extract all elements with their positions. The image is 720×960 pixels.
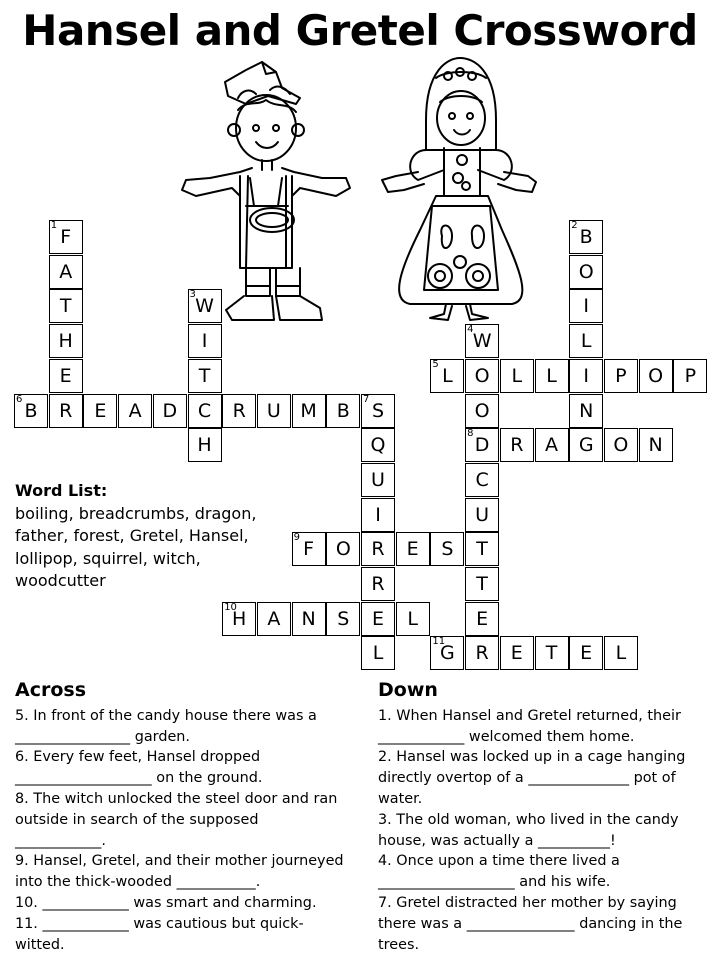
cell-letter: O bbox=[335, 538, 351, 561]
cell-letter: E bbox=[580, 642, 593, 665]
cell-letter: O bbox=[578, 260, 594, 283]
cell-letter: P bbox=[615, 364, 627, 387]
cell-letter: H bbox=[197, 434, 212, 457]
crossword-cell bbox=[604, 636, 638, 670]
cell-letter: M bbox=[300, 399, 317, 422]
crossword-cell bbox=[326, 394, 360, 428]
cell-letter: N bbox=[648, 434, 663, 457]
crossword-cell bbox=[361, 463, 395, 497]
crossword-cell bbox=[535, 636, 569, 670]
crossword-cell bbox=[49, 324, 83, 358]
cell-letter: S bbox=[337, 607, 350, 630]
clue-across-9: 9. Hansel, Gretel, and their mother journeyed into the thick-wooded ___________. bbox=[15, 853, 344, 891]
crossword-cell bbox=[569, 289, 603, 323]
cell-letter: T bbox=[476, 538, 488, 561]
cell-letter: F bbox=[303, 538, 315, 561]
clue-number: 2 bbox=[571, 220, 578, 231]
cell-letter: O bbox=[648, 364, 664, 387]
cell-letter: S bbox=[371, 399, 385, 422]
crossword-cell bbox=[500, 428, 534, 462]
crossword-cell bbox=[569, 324, 603, 358]
crossword-cell bbox=[535, 428, 569, 462]
clue-across-11: 11. ____________ was cautious but quick-witted. bbox=[15, 915, 304, 953]
cell-letter: R bbox=[59, 399, 73, 422]
crossword-cell bbox=[465, 567, 499, 601]
cell-letter: F bbox=[60, 226, 72, 248]
cell-letter: L bbox=[407, 607, 418, 630]
cell-letter: D bbox=[162, 399, 178, 422]
cell-letter: R bbox=[371, 573, 385, 595]
cell-letter: B bbox=[336, 399, 350, 422]
clue-across-10: 10. ____________ was smart and charming. bbox=[15, 894, 317, 911]
crossword-cell bbox=[188, 394, 222, 428]
cell-letter: C bbox=[475, 468, 489, 491]
word-list-words: boiling, breadcrumbs, dragon, father, forest, Gretel, Hansel, lollipop, squirrel, witch, woodcutter bbox=[15, 503, 257, 590]
clue-number: 11 bbox=[432, 636, 446, 648]
cell-letter: N bbox=[301, 607, 316, 630]
crossword-cell bbox=[465, 532, 499, 566]
cell-letter: W bbox=[472, 330, 492, 353]
clue-number: 8 bbox=[467, 428, 474, 440]
cell-letter: A bbox=[59, 260, 73, 283]
word-list-heading: Word List: bbox=[15, 481, 108, 500]
clue-number: 9 bbox=[293, 532, 300, 544]
crossword-cell bbox=[188, 324, 222, 358]
cell-letter: N bbox=[579, 399, 594, 422]
crossword-cell bbox=[430, 532, 464, 566]
cell-letter: E bbox=[94, 399, 107, 422]
clue-across-8: 8. The witch unlocked the steel door and ran outside in search of the supposed ____________. bbox=[15, 790, 338, 849]
clue-number: 1 bbox=[50, 220, 58, 231]
crossword-cell bbox=[292, 532, 326, 566]
cell-letter: O bbox=[474, 364, 490, 387]
crossword-cell bbox=[222, 394, 256, 428]
crossword-cell bbox=[326, 602, 360, 636]
cell-letter: L bbox=[580, 330, 592, 353]
crossword-cell bbox=[361, 532, 395, 566]
cell-letter: R bbox=[475, 642, 489, 665]
cell-letter: A bbox=[267, 607, 281, 630]
cell-letter: C bbox=[197, 399, 212, 422]
crossword-cell bbox=[14, 394, 48, 428]
crossword-cell bbox=[604, 428, 638, 462]
cell-letter: L bbox=[372, 642, 384, 665]
crossword-cell bbox=[465, 324, 499, 358]
cell-letter: L bbox=[442, 364, 453, 387]
crossword-cell bbox=[673, 359, 707, 393]
clue-number: 5 bbox=[432, 358, 439, 370]
cell-letter: W bbox=[195, 295, 214, 318]
clue-down-1: 1. When Hansel and Gretel returned, their ____________ welcomed them home. bbox=[378, 707, 681, 745]
cell-letter: B bbox=[24, 399, 38, 422]
cell-letter: T bbox=[476, 573, 488, 595]
clue-number: 6 bbox=[16, 393, 23, 405]
crossword-cell bbox=[465, 359, 499, 393]
crossword-cell bbox=[500, 359, 534, 393]
crossword-cell bbox=[535, 359, 569, 393]
clue-down-3: 3. The old woman, who lived in the candy house, was actually a __________! bbox=[378, 811, 679, 849]
crossword-cell bbox=[188, 428, 222, 462]
cell-letter: S bbox=[441, 538, 454, 561]
crossword-cell bbox=[118, 394, 152, 428]
cell-letter: B bbox=[579, 226, 593, 248]
clue-across-5: 5. In front of the candy house there was a ________________ garden. bbox=[15, 707, 317, 745]
crossword-cell bbox=[465, 498, 499, 532]
cell-letter: A bbox=[545, 434, 558, 457]
cell-letter: Q bbox=[370, 434, 386, 457]
cell-letter: T bbox=[59, 295, 72, 318]
crossword-cell bbox=[83, 394, 117, 428]
crossword-cell bbox=[49, 255, 83, 289]
cell-letter: D bbox=[474, 434, 490, 457]
clue-number: 4 bbox=[467, 324, 474, 336]
word-list bbox=[15, 480, 295, 593]
crossword-cell bbox=[326, 532, 360, 566]
cell-letter: E bbox=[510, 642, 523, 665]
crossword-cell bbox=[604, 359, 638, 393]
across-clues bbox=[15, 680, 347, 955]
crossword-cell bbox=[257, 394, 291, 428]
crossword-cell bbox=[49, 394, 83, 428]
across-heading: Across bbox=[15, 679, 87, 701]
crossword-cell bbox=[361, 428, 395, 462]
crossword-cell bbox=[465, 463, 499, 497]
cell-letter: L bbox=[546, 364, 557, 387]
cell-letter: E bbox=[406, 538, 419, 561]
clue-down-7: 7. Gretel distracted her mother by saying there was a _______________ dancing in the trees. bbox=[378, 894, 683, 953]
cell-letter: U bbox=[266, 399, 281, 422]
clue-number: 3 bbox=[189, 289, 196, 301]
crossword-cell bbox=[396, 602, 430, 636]
crossword-cell bbox=[465, 394, 499, 428]
crossword-cell bbox=[639, 428, 673, 462]
cell-letter: H bbox=[232, 607, 247, 630]
cell-letter: G bbox=[578, 434, 594, 457]
cell-letter: L bbox=[511, 364, 523, 387]
cell-letter: T bbox=[198, 364, 211, 387]
crossword-cell bbox=[569, 359, 603, 393]
cell-letter: I bbox=[375, 503, 381, 526]
crossword-cell bbox=[222, 602, 256, 636]
crossword-cell bbox=[188, 289, 222, 323]
crossword-cell bbox=[361, 394, 395, 428]
cell-letter: A bbox=[128, 399, 142, 422]
cell-letter: O bbox=[474, 399, 490, 422]
clue-down-4: 4. Once upon a time there lived a ___________________ and his wife. bbox=[378, 853, 620, 891]
cell-letter: R bbox=[232, 399, 246, 422]
down-heading: Down bbox=[378, 679, 438, 701]
cell-letter: U bbox=[371, 468, 385, 491]
cell-letter: U bbox=[475, 503, 490, 526]
crossword-cell bbox=[188, 359, 222, 393]
crossword-cell bbox=[639, 359, 673, 393]
cell-letter: H bbox=[58, 330, 73, 353]
cell-letter: T bbox=[545, 642, 558, 665]
cell-letter: P bbox=[684, 364, 697, 387]
crossword-cell bbox=[49, 220, 83, 254]
crossword-cell bbox=[430, 359, 464, 393]
cell-letter: L bbox=[615, 642, 627, 665]
cell-letter: E bbox=[476, 607, 489, 630]
clue-number: 7 bbox=[363, 393, 370, 405]
crossword-cell bbox=[500, 636, 534, 670]
crossword-cell bbox=[292, 394, 326, 428]
cell-letter: E bbox=[371, 607, 384, 630]
crossword-cell bbox=[361, 567, 395, 601]
cell-letter: R bbox=[371, 538, 385, 561]
crossword-cell bbox=[396, 532, 430, 566]
crossword-cell bbox=[569, 220, 603, 254]
page-title: Hansel and Gretel Crossword bbox=[22, 6, 698, 55]
cell-letter: I bbox=[201, 330, 208, 353]
crossword-cell bbox=[153, 394, 187, 428]
clue-across-6: 6. Every few feet, Hansel dropped ___________________ on the ground. bbox=[15, 749, 263, 787]
crossword-cell bbox=[569, 636, 603, 670]
cell-letter: G bbox=[440, 642, 455, 665]
crossword-cell bbox=[465, 636, 499, 670]
cell-letter: E bbox=[59, 364, 72, 387]
cell-letter: I bbox=[583, 295, 589, 318]
crossword-cell bbox=[49, 359, 83, 393]
crossword-cell bbox=[49, 289, 83, 323]
crossword-cell bbox=[430, 636, 464, 670]
crossword-cell bbox=[569, 255, 603, 289]
cell-letter: O bbox=[613, 434, 629, 457]
down-clues bbox=[378, 680, 710, 955]
crossword-cell bbox=[361, 636, 395, 670]
crossword-cell bbox=[361, 498, 395, 532]
crossword-cell bbox=[569, 394, 603, 428]
clue-number: 10 bbox=[224, 601, 237, 613]
clue-down-2: 2. Hansel was locked up in a cage hanging directly overtop of a ______________ pot of water. bbox=[378, 749, 686, 807]
crossword-cell bbox=[361, 602, 395, 636]
cell-letter: I bbox=[583, 364, 589, 387]
crossword-cell bbox=[292, 602, 326, 636]
crossword-cell bbox=[465, 428, 499, 462]
cell-letter: R bbox=[510, 434, 524, 457]
crossword-cell bbox=[569, 428, 603, 462]
crossword-cell bbox=[465, 602, 499, 636]
crossword-cell bbox=[257, 602, 291, 636]
